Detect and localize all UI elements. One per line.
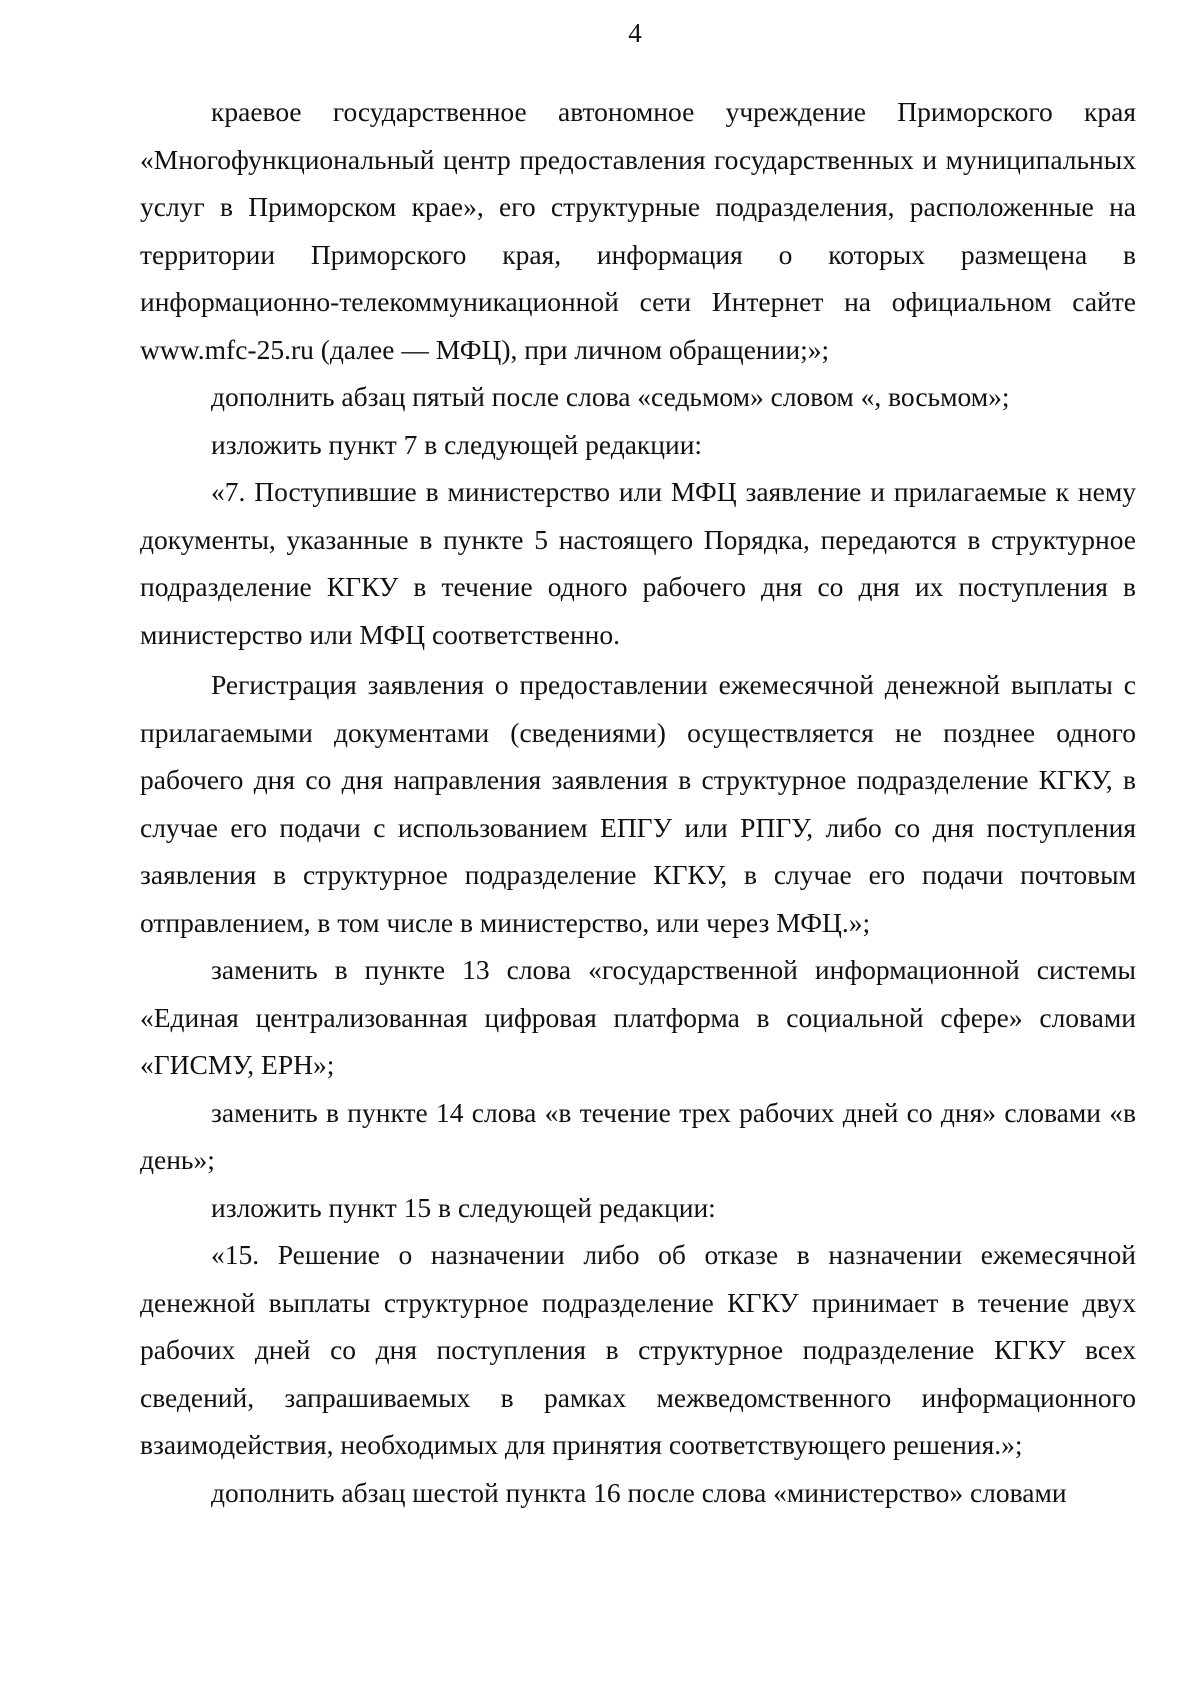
paragraph-item-15-text: «15. Решение о назначении либо об отказе в назначении ежемесячной денежной выплаты структурное подразделение КГКУ принимает в течение двух рабочих дней со дня поступления в структурное подразделение КГКУ всех сведений, запрашиваемых в рамках межведомственного информационного взаимодействия, необходимых для принятия соответствующего решения.»; xyxy=(140,1239,1136,1460)
paragraph-amend-item-16: дополнить абзац шестой пункта 16 после слова «министерство» словами xyxy=(211,1476,1067,1508)
paragraph-restate-item-7: изложить пункт 7 в следующей редакции: xyxy=(211,428,703,460)
paragraph-registration: Регистрация заявления о предоставлении ежемесячной денежной выплаты с прилагаемыми документами (сведениями) осуществляется не позднее одного рабочего дня со дня направления заявления в структурное подразделение КГКУ, в случае его подачи с использованием ЕПГУ или РПГУ, либо со дня поступления заявления в структурное подразделение КГКУ, в случае его подачи почтовым отправлением, в том числе в министерство, или через МФЦ.»; xyxy=(140,669,1136,938)
paragraph-restate-item-15: изложить пункт 15 в следующей редакции: xyxy=(211,1191,716,1223)
document-body xyxy=(140,88,1136,1516)
paragraph-mfc-definition: краевое государственное автономное учреждение Приморского края «Многофункциональный центр предоставления государственных и муниципальных услуг в Приморском крае», его структурные подразделения, расположенные на территории Приморского края, информация о которых размещена в информационно-телекоммуникационной сети Интернет на официальном сайте www.mfc-25.ru (далее — МФЦ), при личном обращении;»; xyxy=(140,96,1136,365)
page-number: 4 xyxy=(628,18,642,48)
paragraph-replace-item-13: заменить в пункте 13 слова «государственной информационной системы «Единая централизованная цифровая платформа в социальной сфере» словами «ГИСМУ, ЕРН»; xyxy=(140,954,1136,1080)
paragraph-amend-abzac-5: дополнить абзац пятый после слова «седьмом» словом «, восьмом»; xyxy=(211,381,1010,412)
paragraph-replace-item-14: заменить в пункте 14 слова «в течение трех рабочих дней со дня» словами «в день»; xyxy=(140,1096,1136,1175)
paragraph-item-7-text: «7. Поступившие в министерство или МФЦ заявление и прилагаемые к нему документы, указанные в пункте 5 настоящего Порядка, передаются в структурное подразделение КГКУ в течение одного рабочего дня со дня их поступления в министерство или МФЦ соответственно. xyxy=(140,476,1136,650)
